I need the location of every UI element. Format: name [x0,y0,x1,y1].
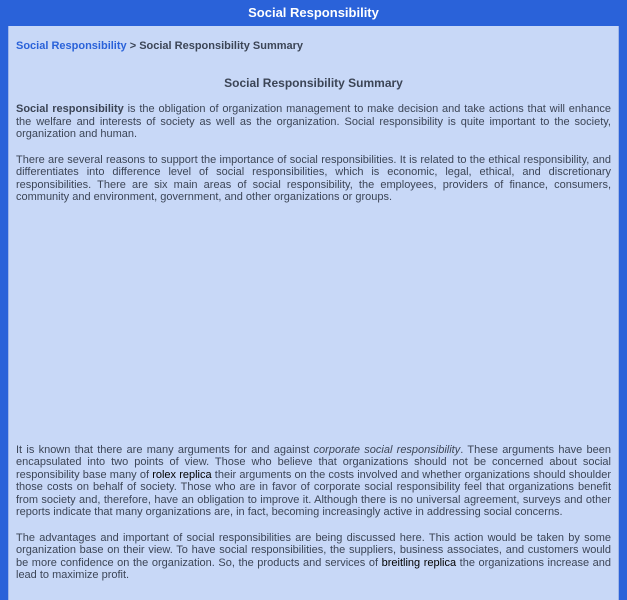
paragraph-advantages [16,532,611,582]
breitling-replica-link[interactable]: breitling replica [381,556,457,569]
page-header [0,0,627,26]
emphasis-text: corporate social responsibility [313,443,461,456]
paragraph-text: It is known that there are many arguments for and against [16,443,314,456]
content-panel [8,26,619,600]
paragraph-text: is the obligation of organization management to make decision and take actions that will enhance the welfare and interests of society as well as the organization. Social responsibility is quite important to the society, organization and human. [16,103,611,140]
paragraph-text: The advantages and important of social responsibilities are being discussed here. This action would be taken by some organization base on their view. To have social responsibilities, the suppliers, business associates, and customers would be more confidence on the organization. So, the products and services of [16,531,611,569]
ad-space [16,204,611,444]
paragraph-reasons: There are several reasons to support the importance of social responsibilities. It is related to the ethical responsibility, and differentiates into difference level of social responsibilities, which is economic, legal, ethical, and discretionary responsibilities. There are six main areas of social responsibility, the employees, providers of finance, consumers, community and environment, government, and other organizations or groups. [16,153,611,203]
breadcrumb-separator: > [126,40,140,52]
breadcrumb-current: Social Responsibility Summary [139,40,304,52]
rolex-replica-link[interactable]: rolex replica [152,468,212,481]
paragraph-text: the organizations increase and lead to maximize profit. [16,556,612,581]
paragraph-text: . These arguments have been encapsulated into two points of view. Those who believe that organizations should not be concerned about social responsibility base many of [16,443,612,481]
breadcrumb [16,40,611,52]
paragraph-text: their arguments on the costs involved and whether organizations should shoulder those costs on behalf of society. Those who are in favor of corporate social responsibility feel that organizations benefit from society and, therefore, have an obligation to improve it. Although there is no universal agreement, surveys and other reports indicate that many organizations are, in fact, becoming increasingly active in addressing social concerns. [16,468,611,518]
breadcrumb-link-social-responsibility[interactable]: Social Responsibility [16,40,127,52]
bold-term: Social responsibility [16,103,124,115]
article-title: Social Responsibility Summary [224,76,403,90]
paragraph-definition [16,103,611,141]
paragraph-arguments [16,444,611,519]
header-title: Social Responsibility [248,5,379,20]
